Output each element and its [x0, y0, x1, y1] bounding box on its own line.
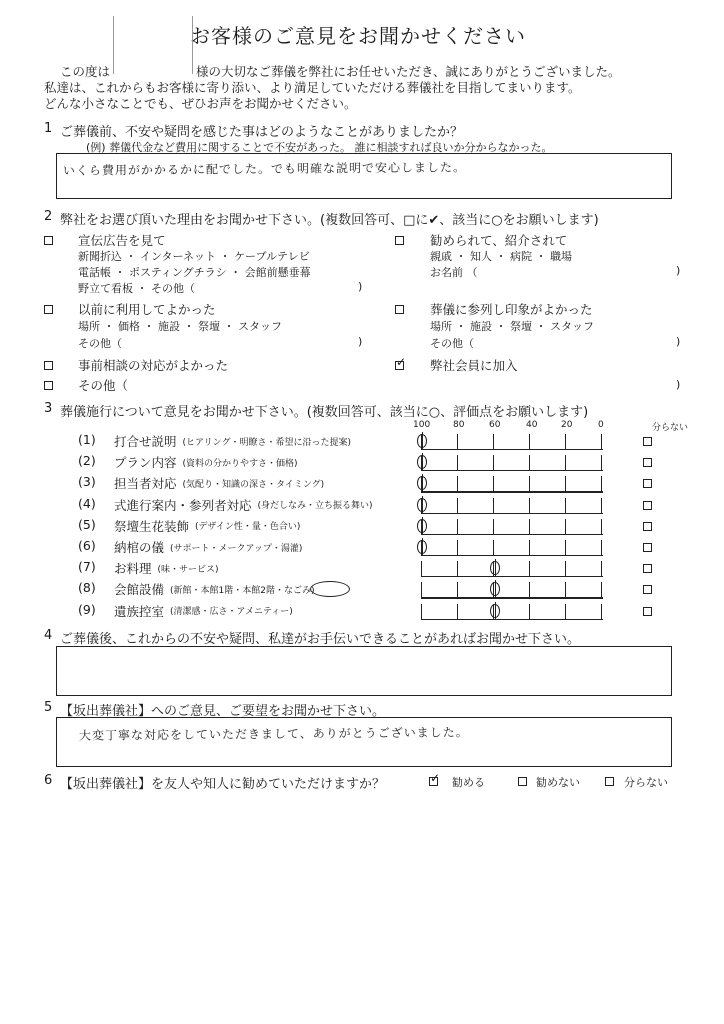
rating-scale-tick[interactable]	[457, 455, 458, 470]
q4-question: ご葬儀後、これからの不安や疑問、私達がお手伝いできることがあればお聞かせ下さい。	[60, 632, 581, 647]
q6-unknown-checkbox[interactable]	[605, 777, 614, 786]
q2-question: 弊社をお選び頂いた理由をお聞かせ下さい。(複数回答可、□に✔、該当に○をお願いします)	[60, 213, 599, 228]
rating-unknown-checkbox[interactable]	[643, 522, 652, 531]
rating-scale-line	[421, 555, 603, 556]
rating-scale-tick[interactable]	[457, 561, 458, 576]
q2-member-label: 弊社会員に加入	[430, 358, 518, 373]
q2-previous-other: その他（	[78, 337, 122, 350]
rating-item-label: 遺族控室	[114, 603, 165, 619]
rating-scale-tick[interactable]	[457, 540, 458, 555]
rating-scale-line	[421, 491, 603, 492]
q2-attended-options: 場所 ・ 施設 ・ 祭壇 ・ スタッフ	[430, 320, 594, 333]
rating-item-number: (1)	[78, 432, 96, 447]
rating-item-label: 担当者対応	[114, 476, 177, 492]
rating-scale-tick[interactable]	[457, 582, 458, 597]
intro-line2: 私達は、これからもお客様に寄り添い、より満足していただける葬儀社を目指してまいります。	[44, 80, 581, 95]
rating-scale-tick[interactable]	[601, 455, 602, 470]
rating-item-description: (デザイン性・量・色合い)	[195, 522, 301, 533]
q2-previous-close: )	[358, 335, 363, 348]
q1-answer: いくら費用がかかるかに配でした。でも明確な説明で安心しました。	[62, 160, 467, 178]
rating-scale-tick[interactable]	[565, 519, 566, 534]
q6-not-recommend-label: 勧めない	[536, 776, 580, 789]
rating-scale-line	[421, 576, 603, 577]
rating-unknown-checkbox[interactable]	[643, 564, 652, 573]
q2-ad-checkbox[interactable]	[44, 236, 53, 245]
q1-example: (例) 葬儀代金など費用に関することで不安があった。 誰に相談すれば良いか分からなかった。	[86, 141, 553, 154]
q2-other-label: その他（	[78, 378, 129, 393]
rating-scale-tick[interactable]	[457, 498, 458, 513]
rating-scale-tick[interactable]	[601, 540, 602, 555]
rating-scale-tick[interactable]	[529, 455, 530, 470]
q2-referral-label: 勧められて、紹介されて	[430, 233, 568, 248]
q2-previous-options: 場所 ・ 価格 ・ 施設 ・ 祭壇 ・ スタッフ	[78, 320, 282, 333]
rating-item-number: (3)	[78, 474, 96, 490]
rating-scale-tick[interactable]	[493, 476, 494, 491]
q3-question: 葬儀施行について意見をお聞かせ下さい。(複数回答可、該当に○、評価点をお願いします)	[60, 405, 589, 420]
q6-number: 6	[44, 773, 53, 788]
deceased-name-field[interactable]	[113, 16, 193, 74]
rating-unknown-checkbox[interactable]	[643, 543, 652, 552]
rating-scale-tick[interactable]	[529, 476, 530, 491]
rating-scale-tick[interactable]	[421, 604, 422, 619]
rating-item-description: (資料の分かりやすさ・価格)	[182, 458, 298, 469]
q2-previous-checkbox[interactable]	[44, 305, 53, 314]
rating-item-label: 会館設備	[114, 582, 165, 598]
rating-scale-tick[interactable]	[529, 561, 530, 576]
q2-ad-label: 宣伝広告を見て	[78, 233, 166, 248]
rating-scale-tick[interactable]	[565, 540, 566, 555]
rating-scale-tick[interactable]	[493, 455, 494, 470]
rating-scale-line	[421, 513, 603, 514]
q2-attended-checkbox[interactable]	[395, 305, 404, 314]
rating-unknown-checkbox[interactable]	[643, 479, 652, 488]
rating-item-number: (8)	[78, 580, 96, 596]
scale-label-100: 100	[413, 420, 431, 430]
q2-referral-options: 親戚 ・ 知人 ・ 病院 ・ 職場	[430, 250, 572, 263]
rating-scale-tick[interactable]	[457, 604, 458, 619]
rating-mark-icon	[490, 604, 500, 618]
rating-scale-tick[interactable]	[601, 519, 602, 534]
rating-scale-tick[interactable]	[565, 455, 566, 470]
rating-scale-tick[interactable]	[421, 582, 422, 597]
q4-number: 4	[44, 628, 53, 643]
rating-scale-tick[interactable]	[457, 434, 458, 449]
q1-number: 1	[44, 121, 53, 136]
q2-ad-options-1: 新聞折込 ・ インターネット ・ ケーブルテレビ	[78, 250, 310, 263]
q2-other-checkbox[interactable]	[44, 381, 53, 390]
rating-scale-tick[interactable]	[601, 604, 602, 619]
rating-item-description: (サポート・メークアップ・湯灌)	[170, 543, 303, 554]
q2-consult-checkbox[interactable]	[44, 361, 53, 370]
rating-mark-icon	[490, 561, 500, 575]
intro-line1-suffix: 様の大切なご葬儀を弊社にお任せいただき、誠にありがとうございました。	[196, 64, 621, 79]
rating-item-description: (ヒアリング・明瞭さ・希望に沿った提案)	[182, 437, 351, 448]
page-title: お客様のご意見をお聞かせください	[190, 24, 526, 48]
rating-scale-tick[interactable]	[529, 498, 530, 513]
rating-scale-tick[interactable]	[493, 519, 494, 534]
rating-item-label: 祭壇生花装飾	[114, 518, 190, 534]
q2-consult-label: 事前相談の対応がよかった	[78, 358, 229, 373]
rating-scale-line	[421, 597, 603, 598]
rating-mark-icon	[417, 434, 427, 448]
q2-attended-other: その他（	[430, 337, 474, 350]
q1-answer-box[interactable]	[56, 153, 672, 199]
rating-item-label: お料理	[114, 561, 152, 577]
rating-item-label: 納棺の儀	[114, 540, 165, 555]
rating-item-number: (6)	[78, 538, 96, 553]
rating-mark-icon	[417, 455, 427, 469]
rating-scale-tick[interactable]	[529, 604, 530, 619]
rating-scale-tick[interactable]	[493, 540, 494, 555]
scale-label-0: 0	[598, 420, 604, 430]
rating-item-label: 式進行案内・参列者対応	[114, 497, 252, 513]
q2-attended-label: 葬儀に参列し印象がよかった	[430, 302, 593, 317]
q3-number: 3	[44, 401, 53, 416]
q2-member-checkbox[interactable]	[395, 355, 407, 370]
rating-scale-tick[interactable]	[565, 476, 566, 491]
rating-scale-tick[interactable]	[529, 434, 530, 449]
q5-answer: 大変丁寧な対応をしていただきまして、ありがとうございました。	[78, 725, 469, 743]
rating-scale-tick[interactable]	[529, 582, 530, 597]
rating-scale-tick[interactable]	[601, 434, 602, 449]
q1-question: ご葬儀前、不安や疑問を感じた事はどのようなことがありましたか？	[60, 125, 464, 140]
rating-item-number: (9)	[78, 601, 96, 617]
rating-unknown-checkbox[interactable]	[643, 501, 652, 510]
scale-label-60: 60	[489, 420, 501, 430]
rating-unknown-checkbox[interactable]	[643, 458, 652, 467]
q2-number: 2	[44, 209, 53, 224]
q2-ad-options-3: 野立て看板 ・ その他（	[78, 282, 195, 295]
scale-label-40: 40	[526, 420, 538, 430]
q2-ad-close: )	[358, 280, 363, 293]
rating-item-number: (5)	[78, 516, 96, 532]
rating-scale-line	[421, 534, 603, 535]
rating-scale-tick[interactable]	[493, 498, 494, 513]
rating-mark-icon	[417, 519, 427, 533]
rating-item-description: (清潔感・広さ・アメニティー)	[170, 607, 293, 618]
rating-scale-tick[interactable]	[457, 519, 458, 534]
scale-label-80: 80	[453, 420, 465, 430]
rating-unknown-checkbox[interactable]	[643, 437, 652, 446]
q6-not-recommend-checkbox[interactable]	[518, 777, 527, 786]
q2-other-close: )	[676, 378, 681, 391]
q2-attended-close: )	[676, 335, 681, 348]
q2-referral-name: お名前 （	[430, 266, 478, 279]
rating-item-number: (7)	[78, 559, 96, 575]
unknown-column-label: 分らない	[652, 423, 689, 433]
q5-number: 5	[44, 700, 53, 715]
rating-item-description: (新館・本館1階・本館2階・なごみ)	[170, 585, 315, 596]
q6-recommend-label: 勧める	[452, 776, 485, 789]
rating-mark-icon	[417, 476, 427, 490]
rating-item-number: (2)	[78, 453, 96, 469]
rating-mark-icon	[417, 540, 427, 554]
rating-scale-tick[interactable]	[529, 540, 530, 555]
rating-scale-tick[interactable]	[457, 476, 458, 491]
intro-line1-prefix: この度は	[60, 64, 111, 79]
rating-mark-icon	[417, 498, 427, 512]
q6-recommend-checkbox[interactable]	[429, 771, 441, 786]
rating-scale-line	[421, 470, 603, 471]
q2-referral-checkbox[interactable]	[395, 236, 404, 245]
rating-item-label: 打合せ説明	[114, 434, 177, 449]
rating-scale-line	[421, 619, 603, 620]
selected-option-circle	[310, 581, 350, 597]
q5-answer-box[interactable]	[56, 717, 672, 767]
checkmark-icon: ✓	[430, 771, 441, 785]
q5-question: 【坂出葬儀社】へのご意見、ご要望をお聞かせ下さい。	[60, 704, 386, 719]
rating-item-number: (4)	[78, 495, 96, 511]
q6-question: 【坂出葬儀社】を友人や知人に勧めていただけますか？	[60, 777, 386, 792]
q2-referral-close: )	[676, 264, 681, 277]
intro-line3: どんな小さなことでも、ぜひお声をお聞かせください。	[44, 96, 357, 111]
rating-scale-tick[interactable]	[565, 561, 566, 576]
q4-answer-box[interactable]	[56, 646, 672, 696]
checkmark-icon: ✓	[396, 355, 407, 369]
rating-item-description: (味・サービス)	[157, 564, 219, 575]
rating-scale-tick[interactable]	[493, 434, 494, 449]
rating-scale-tick[interactable]	[565, 604, 566, 619]
q2-ad-options-2: 電話帳 ・ ポスティングチラシ ・ 会館前懸垂幕	[78, 266, 311, 279]
rating-item-description: (身だしなみ・立ち振る舞い)	[257, 501, 373, 512]
q6-unknown-label: 分らない	[624, 776, 668, 789]
rating-scale-tick[interactable]	[601, 561, 602, 576]
rating-scale-tick[interactable]	[601, 498, 602, 513]
rating-scale-tick[interactable]	[565, 582, 566, 597]
rating-unknown-checkbox[interactable]	[643, 607, 652, 616]
rating-mark-icon	[490, 582, 500, 596]
rating-item-description: (気配り・知識の深さ・タイミング)	[182, 479, 325, 490]
rating-scale-line	[421, 449, 603, 450]
rating-unknown-checkbox[interactable]	[643, 585, 652, 594]
rating-scale-tick[interactable]	[565, 434, 566, 449]
rating-scale-tick[interactable]	[421, 561, 422, 576]
rating-scale-tick[interactable]	[565, 498, 566, 513]
rating-item-label: プラン内容	[114, 455, 177, 471]
rating-scale-tick[interactable]	[601, 476, 602, 491]
q2-previous-label: 以前に利用してよかった	[78, 302, 216, 317]
scale-label-20: 20	[561, 420, 573, 430]
rating-scale-tick[interactable]	[529, 519, 530, 534]
rating-scale-tick[interactable]	[601, 582, 602, 597]
